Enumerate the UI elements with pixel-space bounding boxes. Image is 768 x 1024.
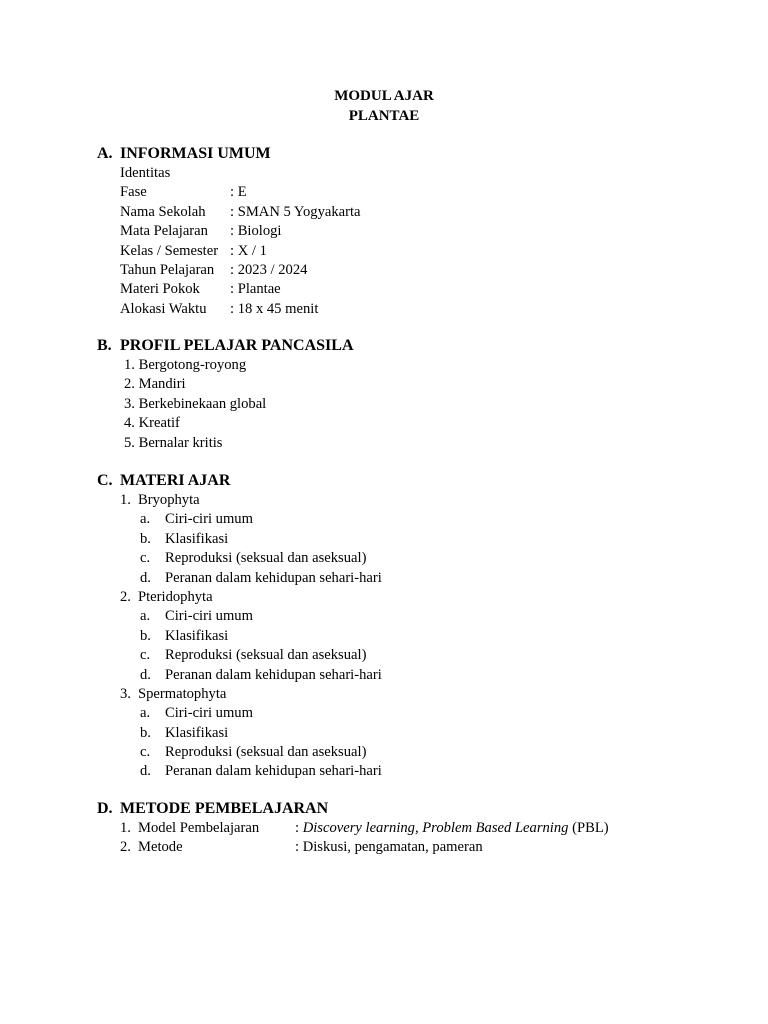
group-name: Spermatophyta bbox=[138, 685, 227, 702]
identity-row bbox=[120, 203, 737, 222]
group-name: Pteridophyta bbox=[138, 588, 213, 605]
identity-value: : SMAN 5 Yogyakarta bbox=[230, 203, 361, 220]
method-number: 2. bbox=[120, 839, 131, 856]
section-heading bbox=[97, 336, 737, 356]
material-subitem bbox=[120, 666, 737, 685]
section-metode-pembelajaran bbox=[97, 799, 737, 858]
subitem-letter: a. bbox=[140, 705, 151, 722]
subitem-text: Ciri-ciri umum bbox=[165, 705, 253, 722]
material-subitem bbox=[120, 530, 737, 549]
subitem-letter: a. bbox=[140, 511, 151, 528]
subitem-text: Reproduksi (seksual dan aseksual) bbox=[165, 550, 367, 567]
identity-label: Alokasi Waktu bbox=[120, 300, 207, 317]
section-profil-pelajar-pancasila bbox=[97, 336, 737, 453]
section-letter: D. bbox=[97, 800, 113, 817]
identity-value: : Plantae bbox=[230, 281, 281, 298]
subitem-letter: b. bbox=[140, 530, 151, 547]
material-group bbox=[120, 491, 737, 510]
list-item: 5. Bernalar kritis bbox=[124, 434, 223, 451]
identity-row bbox=[120, 280, 737, 299]
title-line-1: MODUL AJAR bbox=[334, 88, 434, 104]
identity-label: Materi Pokok bbox=[120, 281, 200, 298]
identity-value: : E bbox=[230, 184, 247, 201]
title-line-2: PLANTAE bbox=[348, 108, 420, 124]
identity-row bbox=[120, 183, 737, 202]
group-number: 1. bbox=[120, 492, 131, 508]
section-materi-ajar bbox=[97, 471, 737, 782]
list-item: 2. Mandiri bbox=[124, 376, 186, 393]
identity-label: Tahun Pelajaran bbox=[120, 261, 215, 278]
method-value bbox=[295, 838, 483, 857]
group-number: 3. bbox=[120, 685, 131, 702]
subitem-letter: c. bbox=[140, 647, 151, 664]
group-number: 2. bbox=[120, 588, 131, 605]
subitem-text: Peranan dalam kehidupan sehari-hari bbox=[165, 666, 382, 683]
material-subitem bbox=[120, 607, 737, 626]
section-heading bbox=[97, 471, 737, 491]
section-title: PROFIL PELAJAR PANCASILA bbox=[120, 337, 354, 354]
method-label: Metode bbox=[138, 839, 183, 856]
subitem-text: Peranan dalam kehidupan sehari-hari bbox=[165, 569, 382, 586]
section-letter: B. bbox=[97, 337, 112, 354]
identity-label: Fase bbox=[120, 184, 147, 201]
list-item: 4. Kreatif bbox=[124, 415, 180, 432]
section-title: INFORMASI UMUM bbox=[120, 145, 271, 162]
method-number: 1. bbox=[120, 820, 131, 836]
identity-label: Mata Pelajaran bbox=[120, 223, 208, 240]
subitem-text: Klasifikasi bbox=[165, 627, 229, 644]
section-informasi-umum bbox=[97, 144, 737, 319]
identity-value: : 2023 / 2024 bbox=[230, 261, 308, 278]
method-row bbox=[120, 838, 737, 857]
section-heading bbox=[97, 144, 737, 164]
material-group bbox=[120, 588, 737, 607]
identity-value: : Biologi bbox=[230, 223, 282, 240]
method-value-italic: Discovery learning, Problem Based Learning bbox=[302, 820, 569, 836]
subitem-letter: c. bbox=[140, 550, 151, 567]
subheading-text: Identitas bbox=[120, 165, 171, 181]
subitem-letter: b. bbox=[140, 724, 151, 741]
subitem-text: Reproduksi (seksual dan aseksual) bbox=[165, 647, 367, 664]
method-value-plain: (PBL) bbox=[568, 820, 609, 836]
list-item: 3. Berkebinekaan global bbox=[124, 395, 267, 412]
subitem-text: Klasifikasi bbox=[165, 724, 229, 741]
subitem-text: Ciri-ciri umum bbox=[165, 608, 253, 625]
identity-subheading bbox=[120, 164, 737, 183]
method-colon: : bbox=[295, 839, 303, 856]
subitem-text: Ciri-ciri umum bbox=[165, 511, 253, 528]
material-subitem bbox=[120, 569, 737, 588]
section-heading bbox=[97, 799, 737, 819]
group-name: Bryophyta bbox=[138, 492, 200, 508]
subitem-letter: b. bbox=[140, 627, 151, 644]
material-subitem bbox=[120, 724, 737, 743]
identity-row bbox=[120, 300, 737, 319]
method-colon: : bbox=[295, 820, 303, 836]
subitem-text: Peranan dalam kehidupan sehari-hari bbox=[165, 763, 382, 780]
list-item: 1. Bergotong-royong bbox=[124, 357, 247, 373]
subitem-letter: a. bbox=[140, 608, 151, 625]
document-title bbox=[0, 86, 768, 126]
identity-value: : 18 x 45 menit bbox=[230, 300, 319, 317]
section-title: MATERI AJAR bbox=[120, 472, 231, 489]
identity-row bbox=[120, 222, 737, 241]
subitem-letter: d. bbox=[140, 666, 151, 683]
subitem-text: Klasifikasi bbox=[165, 530, 229, 547]
section-letter: C. bbox=[97, 472, 113, 489]
material-subitem bbox=[120, 743, 737, 762]
identity-label: Kelas / Semester bbox=[120, 242, 219, 259]
material-subitem bbox=[120, 549, 737, 568]
material-subitem bbox=[120, 704, 737, 723]
material-subitem bbox=[120, 646, 737, 665]
material-subitem bbox=[120, 762, 737, 781]
identity-row bbox=[120, 242, 737, 261]
method-row bbox=[120, 819, 737, 838]
method-value bbox=[295, 819, 609, 838]
identity-row bbox=[120, 261, 737, 280]
material-group bbox=[120, 685, 737, 704]
identity-value: : X / 1 bbox=[230, 242, 267, 259]
subitem-letter: c. bbox=[140, 744, 151, 761]
identity-label: Nama Sekolah bbox=[120, 203, 206, 220]
material-subitem bbox=[120, 627, 737, 646]
material-subitem bbox=[120, 510, 737, 529]
method-label: Model Pembelajaran bbox=[138, 820, 260, 836]
section-letter: A. bbox=[97, 145, 113, 162]
subitem-letter: d. bbox=[140, 569, 151, 586]
section-title: METODE PEMBELAJARAN bbox=[120, 800, 329, 817]
subitem-text: Reproduksi (seksual dan aseksual) bbox=[165, 744, 367, 761]
subitem-letter: d. bbox=[140, 763, 151, 780]
method-value-plain: Diskusi, pengamatan, pameran bbox=[302, 839, 483, 856]
